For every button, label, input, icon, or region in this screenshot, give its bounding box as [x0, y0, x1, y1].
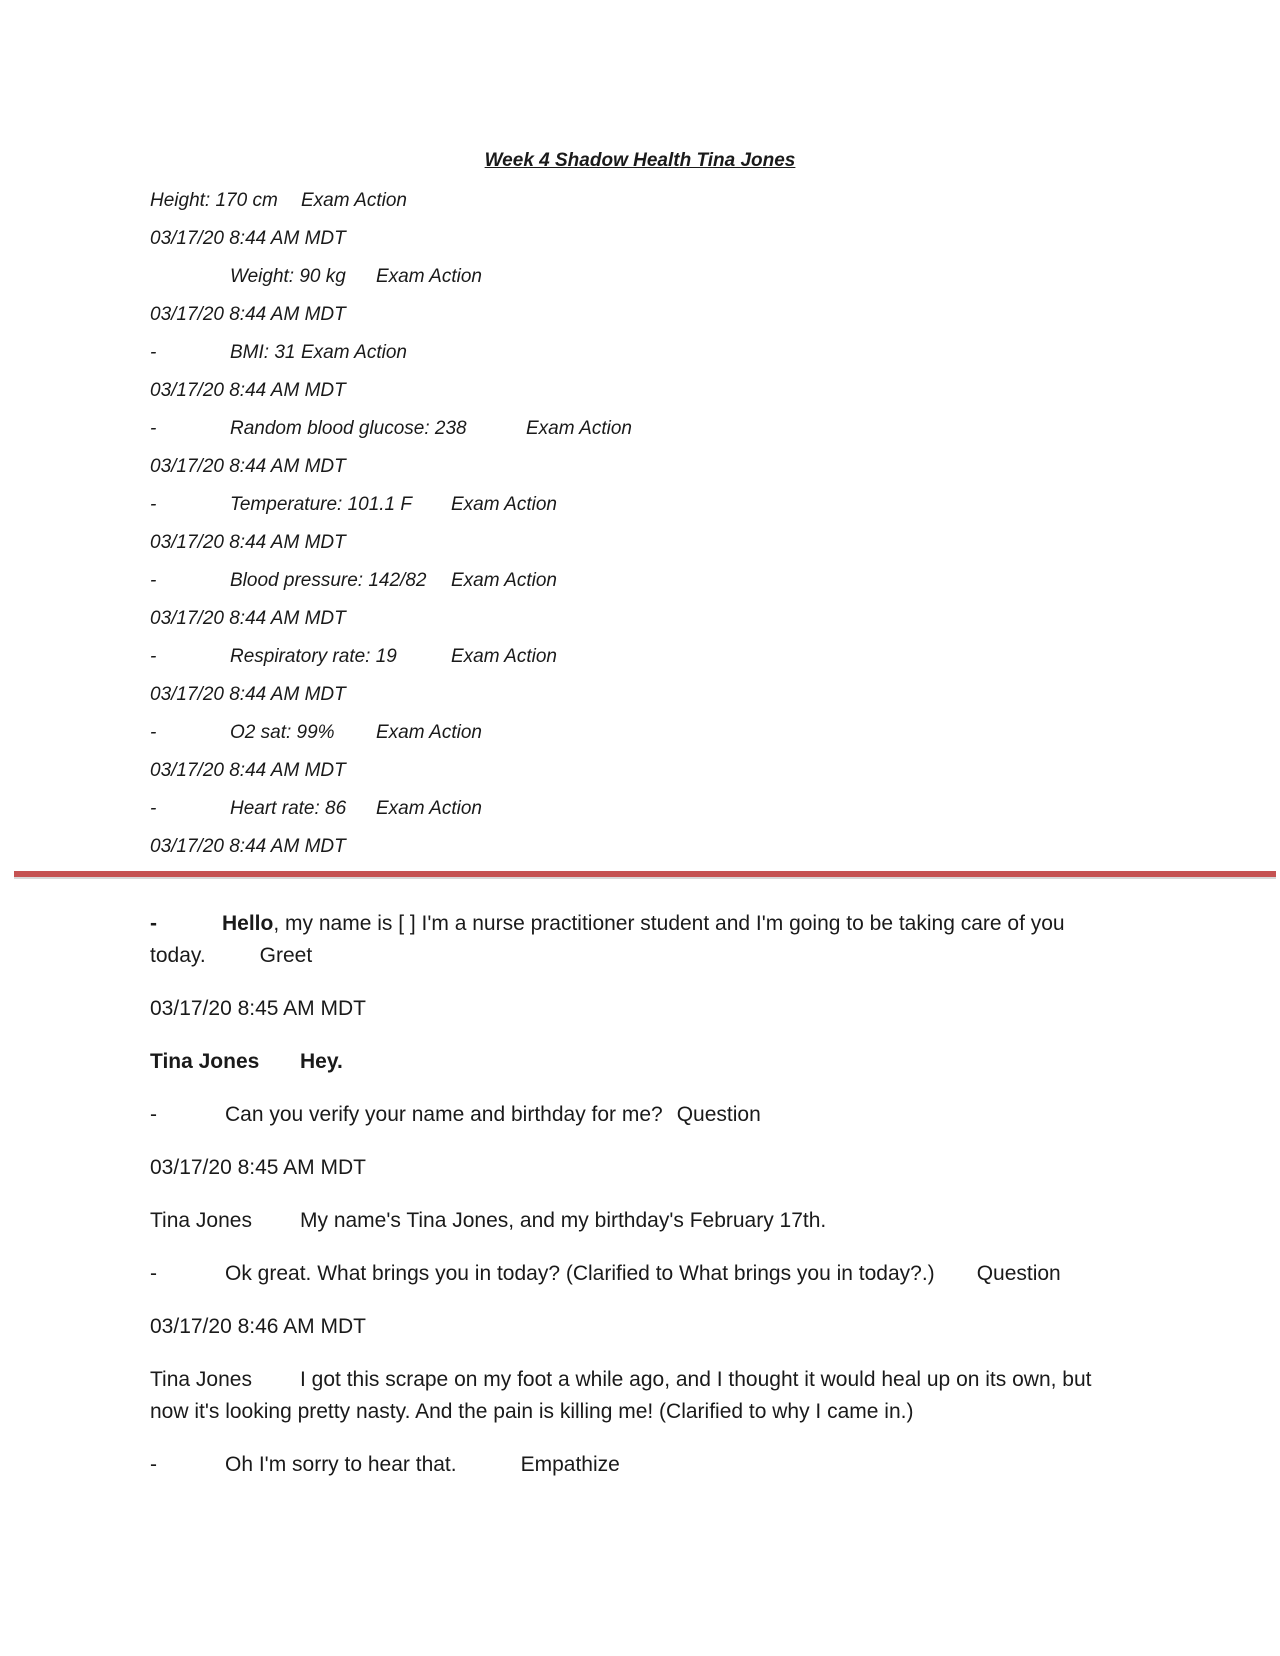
entry-type: Greet [259, 944, 313, 967]
speaker-name: Tina Jones [150, 1050, 260, 1073]
vital-timestamp: 03/17/20 8:44 AM MDT [150, 532, 346, 553]
entry-timestamp: 03/17/20 8:45 AM MDT [150, 1156, 366, 1179]
question-text: Can you verify your name and birthday for me? [225, 1103, 663, 1126]
vital-label: Blood pressure: 142/82 [230, 570, 427, 591]
empathize-text: Oh I'm sorry to hear that. [225, 1453, 457, 1476]
reply-text: I got this scrape on my foot a while ago, and I thought it would heal up on its own, but now it's looking pretty nasty. And the pain is killing me! (Clarified to why I came in.) [150, 1368, 1092, 1423]
bullet-dash: - [150, 646, 157, 667]
vital-action: Exam Action [376, 722, 482, 743]
page-divider-shadow [14, 877, 1276, 879]
entry-type: Question [976, 1262, 1061, 1285]
bullet-dash: - [150, 1103, 157, 1126]
question-text: Ok great. What brings you in today? (Clarified to What brings you in today?.) [225, 1262, 935, 1285]
vital-timestamp: 03/17/20 8:44 AM MDT [150, 684, 346, 705]
bullet-dash: - [150, 494, 157, 515]
empathize-entry [150, 1449, 1110, 1481]
vital-action: Exam Action [451, 646, 557, 667]
reply-entry [150, 1364, 1110, 1428]
vital-action: Exam Action [451, 570, 557, 591]
greet-hello: Hello [222, 912, 274, 935]
conversation-section [150, 908, 1110, 1502]
vital-action: Exam Action [526, 418, 632, 439]
vital-action: Exam Action [301, 342, 407, 363]
entry-timestamp: 03/17/20 8:45 AM MDT [150, 997, 366, 1020]
document-title: Week 4 Shadow Health Tina Jones [484, 150, 796, 171]
vital-timestamp: 03/17/20 8:44 AM MDT [150, 608, 346, 629]
bullet-dash: - [150, 798, 157, 819]
reply-entry [150, 1205, 1110, 1237]
greet-entry [150, 908, 1110, 972]
entry-timestamp: 03/17/20 8:46 AM MDT [150, 1315, 366, 1338]
bullet-dash: - [150, 418, 157, 439]
entry-type: Empathize [520, 1453, 620, 1476]
bullet-dash: - [150, 1262, 157, 1285]
vital-timestamp: 03/17/20 8:44 AM MDT [150, 760, 346, 781]
vital-label: Weight: 90 kg [230, 266, 346, 287]
vital-label: BMI: 31 [230, 342, 296, 363]
vital-action: Exam Action [451, 494, 557, 515]
reply-text: My name's Tina Jones, and my birthday's February 17th. [300, 1209, 827, 1232]
vital-action: Exam Action [376, 798, 482, 819]
vital-label: O2 sat: 99% [230, 722, 335, 743]
bullet-dash: - [150, 570, 157, 591]
vital-action: Exam Action [301, 190, 407, 211]
bullet-dash: - [150, 912, 157, 935]
vital-timestamp: 03/17/20 8:44 AM MDT [150, 836, 346, 857]
speaker-name: Tina Jones [150, 1209, 252, 1232]
speaker-name: Tina Jones [150, 1368, 252, 1391]
vital-timestamp: 03/17/20 8:44 AM MDT [150, 380, 346, 401]
vital-label: Temperature: 101.1 F [230, 494, 413, 515]
vital-label: Respiratory rate: 19 [230, 646, 397, 667]
question-entry [150, 1258, 1110, 1290]
vital-action: Exam Action [376, 266, 482, 287]
vital-label: Height: 170 cm [150, 190, 278, 211]
vital-timestamp: 03/17/20 8:44 AM MDT [150, 456, 346, 477]
vital-label: Random blood glucose: 238 [230, 418, 467, 439]
greet-text: , my name is [ ] I'm a nurse practitioner student and I'm going to be taking care of you today. [150, 912, 1065, 967]
reply-text: Hey. [300, 1050, 343, 1073]
bullet-dash: - [150, 1453, 157, 1476]
question-entry [150, 1099, 1110, 1131]
reply-entry [150, 1046, 1110, 1078]
bullet-dash: - [150, 342, 157, 363]
vital-timestamp: 03/17/20 8:44 AM MDT [150, 304, 346, 325]
bullet-dash: - [150, 722, 157, 743]
vital-timestamp: 03/17/20 8:44 AM MDT [150, 228, 346, 249]
vital-label: Heart rate: 86 [230, 798, 347, 819]
entry-type: Question [676, 1103, 761, 1126]
